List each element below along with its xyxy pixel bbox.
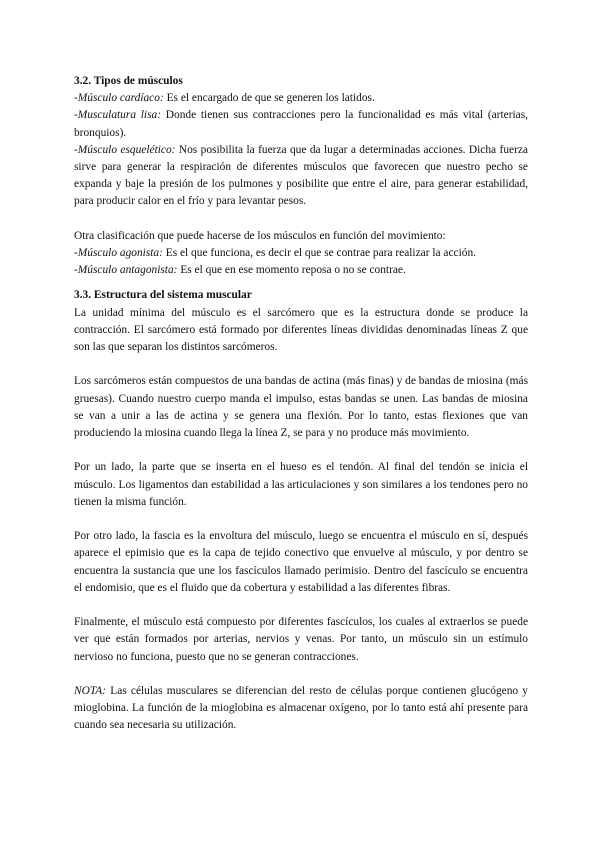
item-text: Es el que en ese momento reposa o no se contrae. [177, 264, 406, 277]
spacer [74, 597, 528, 614]
document-page [74, 73, 528, 735]
paragraph-fascicles: Finalmente, el músculo está compuesto por diferentes fascículos, los cuales al extraerlos se puede ver que están formados por arterias, nervios y venas. Por tanto, un músculo sin un estímulo nervioso no funciona, puesto que no se generan contracciones. [74, 616, 528, 663]
item-term: -Músculo antagonista: [74, 264, 178, 277]
item-term: -Músculo cardíaco: [74, 92, 164, 105]
agonist-muscle-item [74, 245, 528, 262]
item-text: Es el encargado de que se generen los latidos. [163, 92, 375, 105]
spacer [74, 442, 528, 459]
spacer [74, 279, 528, 287]
smooth-muscle-item [74, 107, 528, 141]
cardiac-muscle-item [74, 90, 528, 107]
item-text: Es el que funciona, es decir el que se contrae para realizar la acción. [162, 247, 476, 260]
spacer [74, 356, 528, 373]
antagonist-muscle-item [74, 262, 528, 279]
skeletal-muscle-item [74, 142, 528, 211]
paragraph-sarcomere: La unidad mínima del músculo es el sarcómero que es la estructura donde se produce la contracción. El sarcómero está formado por diferentes líneas divididas denominadas líneas Z que son las que separan los distintos sarcómeros. [74, 306, 528, 354]
note-text: Las células musculares se diferencian del resto de células porque contienen glucógeno y mioglobina. La función de la mioglobina es almacenar oxígeno, por lo tanto está ahí presente para cuando sea necesaria su utilización. [74, 685, 528, 732]
paragraph-actin-myosin: Los sarcómeros están compuestos de una bandas de actina (más finas) y de bandas de miosina (más gruesas). Cuando nuestro cuerpo manda el impulso, estas bandas se unen. Las bandas de miosina se van a unir a las de actina y se genera una flexión. Por lo tanto, estas flexiones que van produciendo la miosina cuando llega la línea Z, se para y no produce más movimiento. [74, 375, 528, 440]
paragraph-fascia: Por otro lado, la fascia es la envoltura del músculo, luego se encuentra el músculo en sí, después aparece el epimisio que es la capa de tejido conectivo que envuelve al músculo, y por dentro se encuentra la sustancia que une los fascículos llamado perimisio. Dentro del fascículo se encuentra el endomisio, que es el fluido que da cobertura y estabilidad a las diferentes fibras. [74, 530, 528, 594]
spacer [74, 511, 528, 528]
item-term: -Musculatura lisa: [74, 109, 162, 122]
spacer [74, 666, 528, 683]
item-term: -Músculo agonista: [74, 247, 163, 260]
section-3-2-heading: 3.2. Tipos de músculos [74, 75, 183, 87]
note-label: NOTA: [74, 685, 107, 698]
item-term: -Músculo esquelético: [74, 143, 176, 156]
paragraph-tendon: Por un lado, la parte que se inserta en el hueso es el tendón. Al final del tendón se inicia el músculo. Los ligamentos dan estabilidad a las articulaciones y son similares a los tendones pero no tienen la misma función. [74, 461, 528, 508]
movement-intro: Otra clasificación que puede hacerse de los músculos en función del movimiento: [74, 229, 446, 242]
note-paragraph [74, 683, 528, 735]
item-text: Donde tienen sus contracciones pero la funcionalidad es más vital (arterias, bronquios). [74, 109, 528, 139]
spacer [74, 211, 528, 228]
item-text: Nos posibilita la fuerza que da lugar a determinadas acciones. Dicha fuerza sirve para generar la respiración de diferentes músculos que favorecen que nuestro pecho se expanda y baje la presión de los pulmones y posibilite que entre el aire, para generar estabilidad, para producir calor en el frío y para levantar pesos. [74, 143, 528, 208]
section-3-3-heading: 3.3. Estructura del sistema muscular [74, 289, 252, 302]
